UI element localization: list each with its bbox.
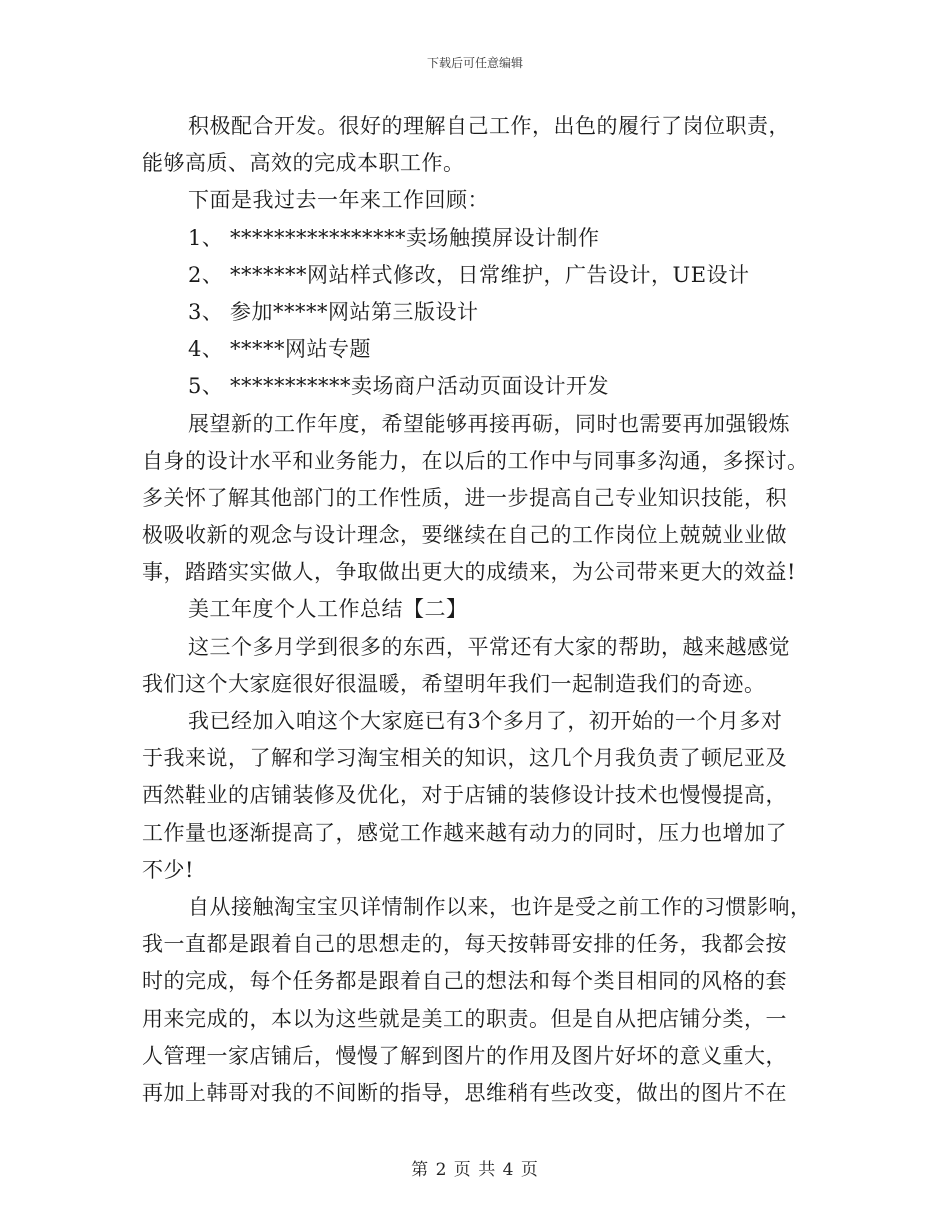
body-text-line: 我们这个大家庭很好很温暖，希望明年我们一起制造我们的奇迹。 xyxy=(142,671,766,696)
body-text-line: 人管理一家店铺后，慢慢了解到图片的作用及图片好坏的意义重大， xyxy=(142,1043,787,1068)
list-item-text: 参加*****网站第三版设计 xyxy=(230,299,479,324)
body-text-line: 再加上韩哥对我的不间断的指导，思维稍有些改变，做出的图片不在 xyxy=(142,1080,787,1105)
list-item-number: 3、 xyxy=(188,299,224,324)
body-text-line: 我一直都是跟着自己的思想走的，每天按韩哥安排的任务，我都会按 xyxy=(142,932,787,957)
page-header: 下载后可任意编辑 xyxy=(426,56,523,70)
list-item xyxy=(142,257,822,294)
list-item xyxy=(142,331,822,368)
body-text-line: 能够高质、高效的完成本职工作。 xyxy=(142,151,465,176)
list-item-number: 4、 xyxy=(188,337,224,362)
list-item xyxy=(142,368,822,405)
body-text-line: 极吸收新的观念与设计理念，要继续在自己的工作岗位上兢兢业业做 xyxy=(142,523,787,548)
body-text-line: 不少! xyxy=(142,857,194,882)
body-text-line: 展望新的工作年度，希望能够再接再砺，同时也需要再加强锻炼 xyxy=(188,411,790,436)
list-item-text: *****网站专题 xyxy=(230,337,371,362)
list-item-text: *******网站样式修改，日常维护，广告设计，UE设计 xyxy=(230,262,750,287)
list-item-number: 5、 xyxy=(188,374,224,399)
list-item-text: ****************卖场触摸屏设计制作 xyxy=(230,225,600,250)
body-text-line: 用来完成的，本以为这些就是美工的职责。但是自从把店铺分类，一 xyxy=(142,1006,787,1031)
body-text-line: 积极配合开发。很好的理解自己工作，出色的履行了岗位职责， xyxy=(188,114,790,138)
list-item-number: 1、 xyxy=(188,225,224,250)
body-text-line: 我已经加入咱这个大家庭已有3个多月了，初开始的一个月多对 xyxy=(188,709,783,733)
body-text-line: 时的完成，每个任务都是跟着自己的想法和每个类目相同的风格的套 xyxy=(142,969,787,994)
list-item xyxy=(142,220,822,257)
body-text-line: 自从接触淘宝宝贝详情制作以来，也许是受之前工作的习惯影响， xyxy=(188,894,812,919)
page-footer: 第 2 页 共 4 页 xyxy=(411,1160,539,1180)
body-text-line: 西然鞋业的店铺装修及优化，对于店铺的装修设计技术也慢慢提高， xyxy=(142,783,787,808)
list-item-text: ***********卖场商户活动页面设计开发 xyxy=(230,374,609,399)
body-text-line: 多关怀了解其他部门的工作性质，进一步提高自己专业知识技能，积 xyxy=(142,485,787,510)
document-body xyxy=(142,108,822,1112)
body-text-line: 自身的设计水平和业务能力，在以后的工作中与同事多沟通，多探讨。 xyxy=(142,448,809,473)
body-text-line: 美工年度个人工作总结【二】 xyxy=(188,597,468,622)
list-item-number: 2、 xyxy=(188,262,224,287)
list-item xyxy=(142,294,822,331)
body-text-line: 工作量也逐渐提高了，感觉工作越来越有动力的同时，压力也增加了 xyxy=(142,820,787,845)
body-text-line: 事，踏踏实实做人，争取做出更大的成绩来，为公司带来更大的效益! xyxy=(142,560,796,585)
body-text-line: 下面是我过去一年来工作回顾： xyxy=(188,188,489,213)
body-text-line: 这三个多月学到很多的东西，平常还有大家的帮助，越来越感觉 xyxy=(188,634,790,659)
body-text-line: 于我来说，了解和学习淘宝相关的知识，这几个月我负责了顿尼亚及 xyxy=(142,746,787,771)
